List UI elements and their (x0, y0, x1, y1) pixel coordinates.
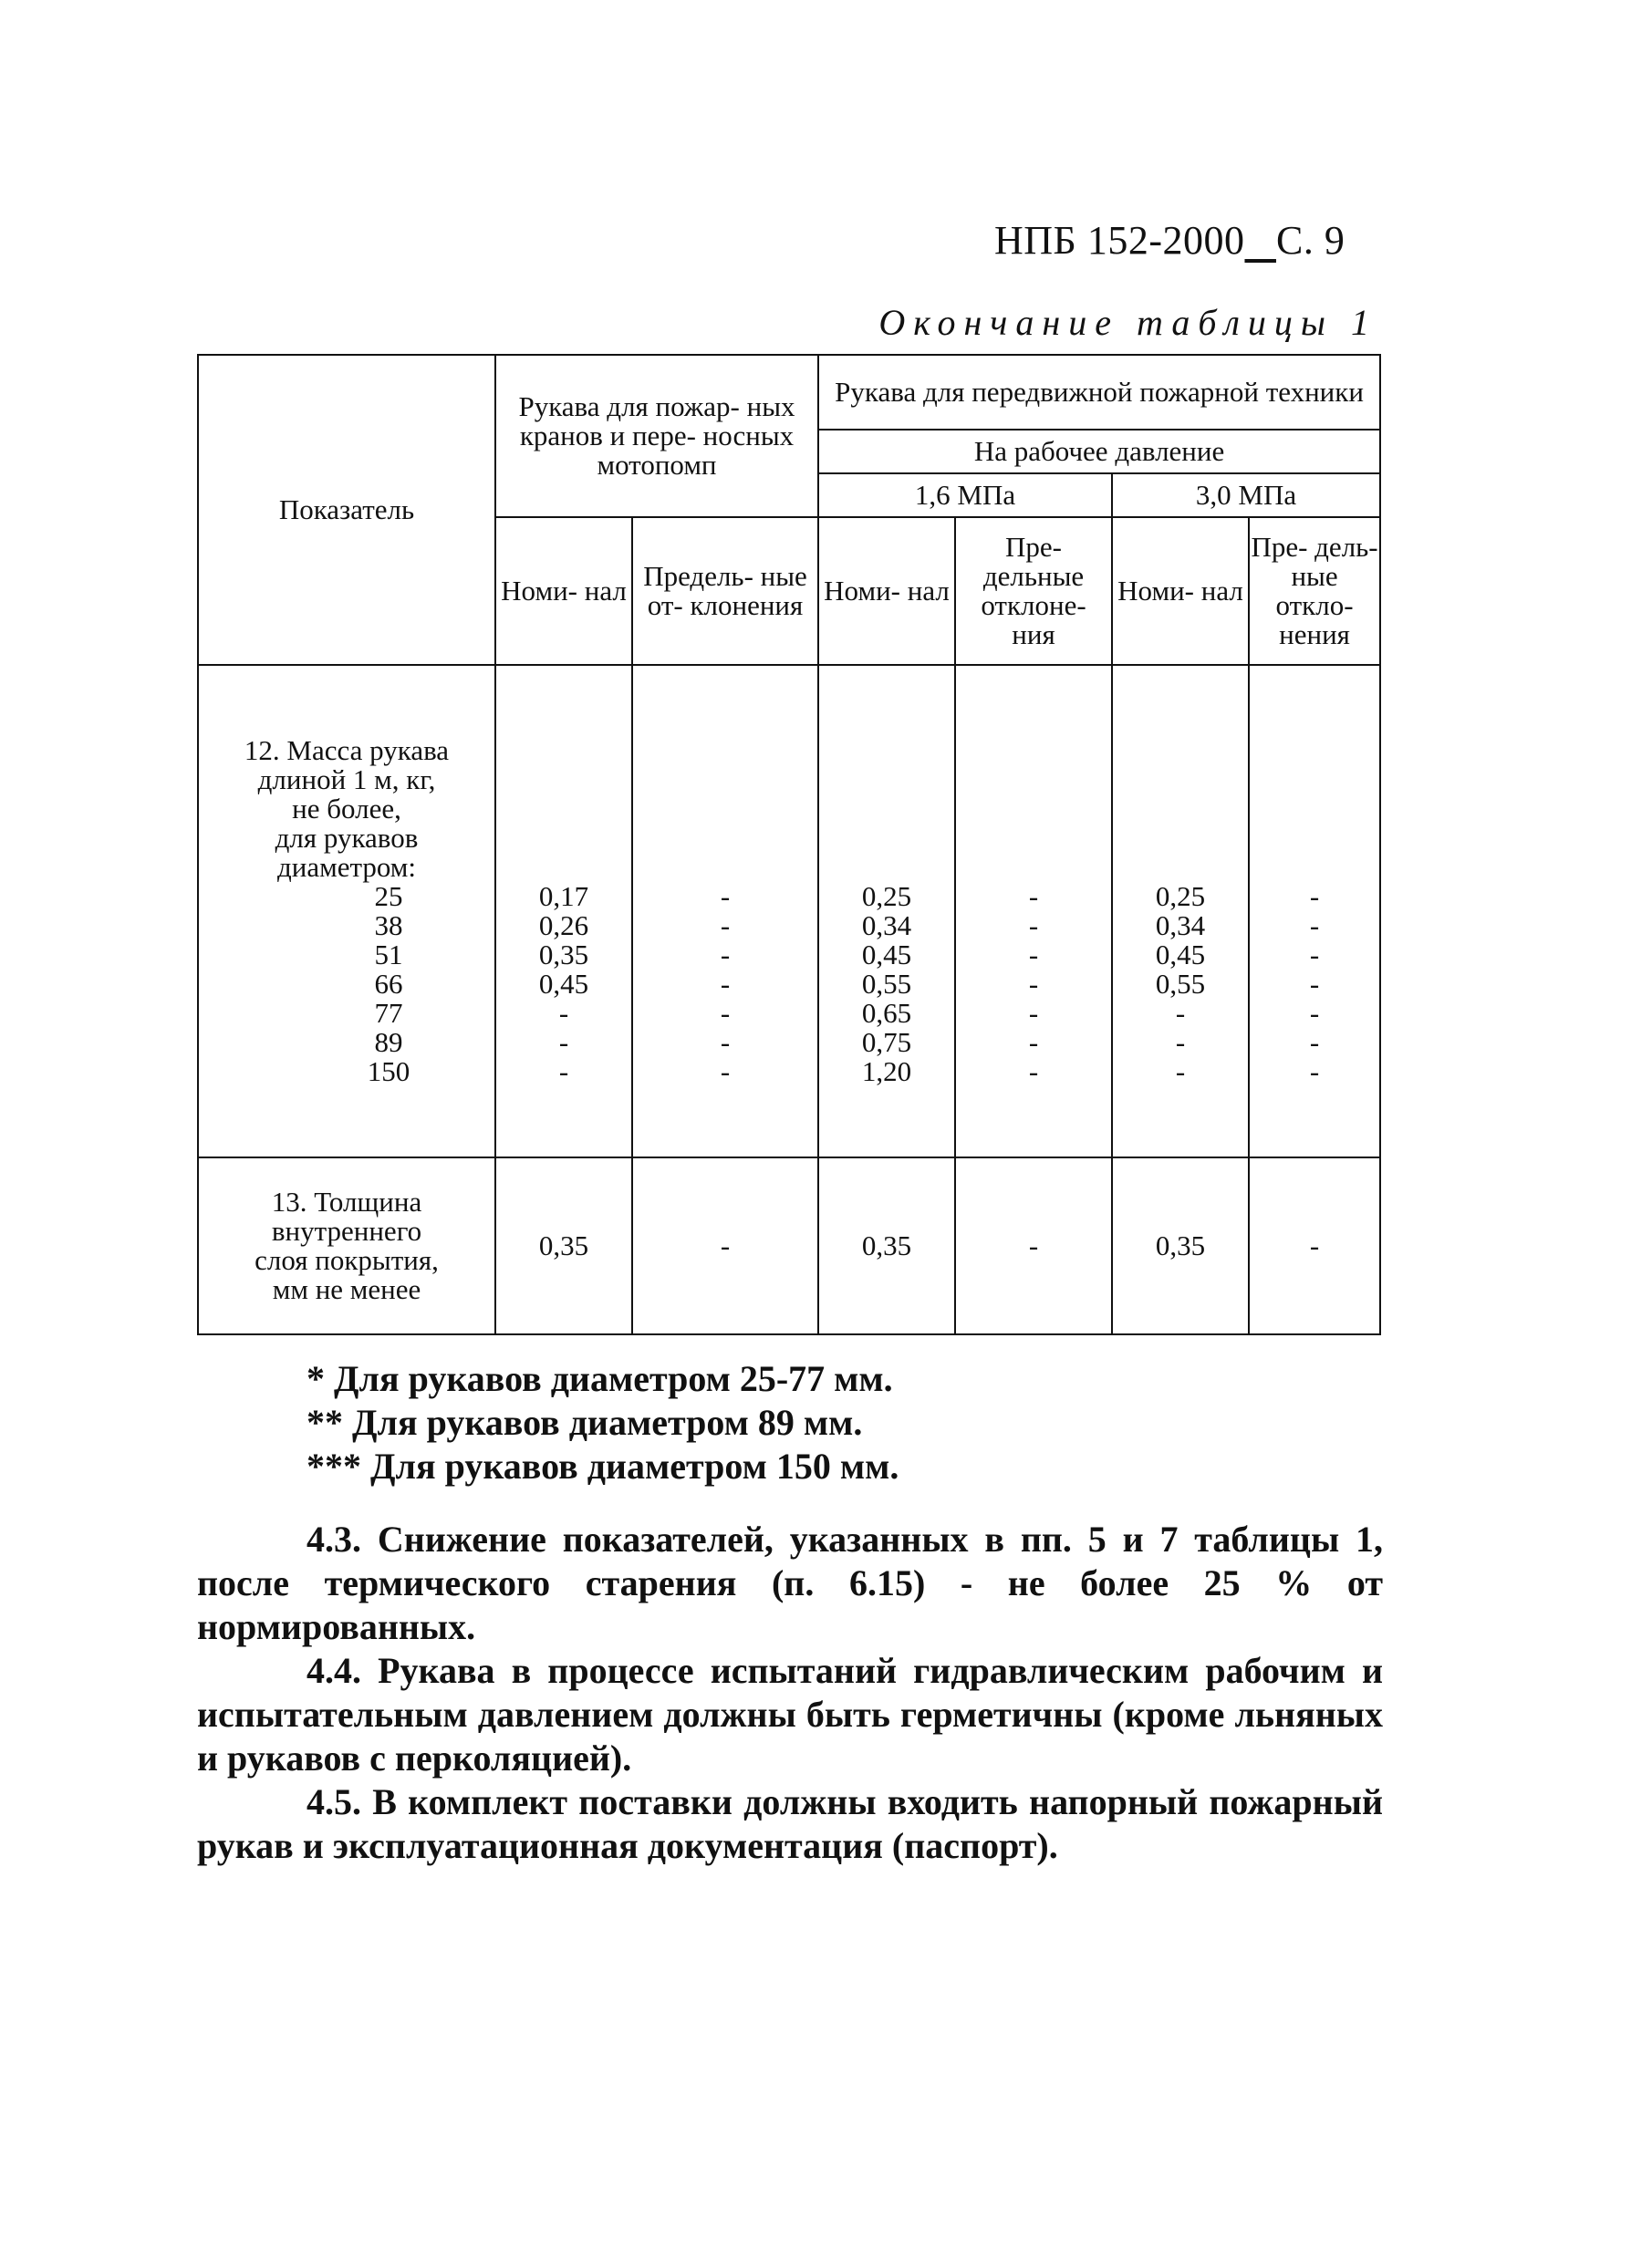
row-label-mass (198, 665, 495, 1157)
subheader-deviation: Пре- дельные отклоне- ния (955, 517, 1112, 665)
cell-value: 0,55 (861, 968, 912, 1000)
diameter-value: 66 (374, 968, 403, 1000)
cell-value: 0,35 (495, 1157, 632, 1334)
label-line: 13. Толщина (271, 1186, 422, 1218)
cell-value: - (1249, 1157, 1380, 1334)
label-line: мм не менее (272, 1273, 421, 1305)
label-line: 12. Масса рукава (244, 734, 450, 766)
cell-value: 0,45 (1155, 939, 1206, 970)
cell-value: - (1309, 968, 1320, 1000)
cell-value: 0,55 (1155, 968, 1206, 1000)
cell-value: - (720, 939, 731, 970)
mass-col-5 (1112, 665, 1249, 1157)
header-indicator: Показатель (198, 355, 495, 665)
cell-value: - (720, 1055, 731, 1087)
cell-value: - (1309, 1026, 1320, 1058)
cell-value: - (558, 1055, 569, 1087)
cell-value: - (1175, 1026, 1186, 1058)
cell-value: - (720, 1026, 731, 1058)
paragraph-4-3: 4.3. Снижение показателей, указанных в пп. 5 и 7 таблицы 1, после термического старения (п. 6.15) - не более 25 % от нормированных. (197, 1519, 1383, 1647)
cell-value: - (720, 997, 731, 1029)
cell-value: - (1028, 1055, 1039, 1087)
cell-value: 1,20 (861, 1055, 912, 1087)
cell-value: - (720, 880, 731, 912)
cell-value: 0,45 (861, 939, 912, 970)
footnote: * Для рукавов диаметром 25-77 мм. (307, 1358, 893, 1399)
cell-value: 0,25 (1155, 880, 1206, 912)
specification-table (197, 354, 1381, 1335)
cell-value: 0,17 (538, 880, 589, 912)
label-line: внутреннего (271, 1215, 422, 1247)
cell-value: - (1309, 880, 1320, 912)
table-row-thickness (198, 1157, 1380, 1334)
header-pressure-1-6: 1,6 МПа (818, 473, 1112, 517)
document-code: НПБ 152-2000 (994, 218, 1245, 263)
cell-value: - (558, 997, 569, 1029)
paragraph-4-5: 4.5. В комплект поставки должны входить напорный пожарный рукав и эксплуатационная документация (паспорт). (197, 1781, 1383, 1866)
cell-value: - (1309, 997, 1320, 1029)
subheader-deviation: Предель- ные от- клонения (632, 517, 818, 665)
cell-value: 0,45 (538, 968, 589, 1000)
header-working-pressure: На рабочее давление (818, 430, 1380, 473)
cell-value: 0,25 (861, 880, 912, 912)
cell-value: 0,34 (861, 909, 912, 941)
diameter-value: 150 (367, 1055, 410, 1087)
diameter-value: 38 (374, 909, 403, 941)
cell-value: 0,65 (861, 997, 912, 1029)
label-line: не более, (292, 793, 401, 825)
cell-value: 0,35 (818, 1157, 955, 1334)
header-hydrant-hoses: Рукава для пожар- ных кранов и пере- носных мотопомп (495, 355, 818, 517)
cell-value: - (1309, 1055, 1320, 1087)
cell-value: 0,35 (538, 939, 589, 970)
label-line: для рукавов (275, 822, 419, 854)
cell-value: - (1028, 997, 1039, 1029)
subheader-nominal: Номи- нал (818, 517, 955, 665)
cell-value: - (1175, 997, 1186, 1029)
label-line: диаметром: (276, 851, 417, 883)
page-number: С. 9 (1275, 218, 1345, 263)
cell-value: - (1028, 880, 1039, 912)
cell-value: 0,34 (1155, 909, 1206, 941)
mass-col-2 (632, 665, 818, 1157)
table-caption: Окончание таблицы 1 (878, 302, 1377, 343)
cell-value: - (1309, 939, 1320, 970)
cell-value: - (1028, 909, 1039, 941)
cell-value: - (1175, 1055, 1186, 1087)
label-line: слоя покрытия, (255, 1244, 439, 1276)
header-pressure-3-0: 3,0 МПа (1112, 473, 1380, 517)
cell-value: - (1028, 968, 1039, 1000)
cell-value: 0,26 (538, 909, 589, 941)
footnote: ** Для рукавов диаметром 89 мм. (307, 1402, 863, 1443)
paragraph-4-4: 4.4. Рукава в процессе испытаний гидравлическим рабочим и испытательным давлением должны быть герметичны (кроме льняных и рукавов с перколяцией). (197, 1650, 1383, 1779)
mass-col-3 (818, 665, 955, 1157)
cell-value: - (720, 909, 731, 941)
row-label-thickness (198, 1157, 495, 1334)
header-mobile-equipment-hoses: Рукава для передвижной пожарной техники (818, 355, 1380, 430)
subheader-deviation: Пре- дель- ные откло- нения (1249, 517, 1380, 665)
cell-value: - (632, 1157, 818, 1334)
cell-value: - (1028, 939, 1039, 970)
footnote: *** Для рукавов диаметром 150 мм. (307, 1446, 899, 1487)
diameter-value: 89 (374, 1026, 403, 1058)
cell-value: - (720, 968, 731, 1000)
table-row-mass (198, 665, 1380, 1157)
cell-value: - (1309, 909, 1320, 941)
footnotes (307, 1357, 899, 1489)
mass-col-4 (955, 665, 1112, 1157)
label-line: длиной 1 м, кг, (257, 763, 436, 795)
cell-value: 0,75 (861, 1026, 912, 1058)
mass-col-1 (495, 665, 632, 1157)
subheader-nominal: Номи- нал (495, 517, 632, 665)
diameter-value: 51 (374, 939, 403, 970)
subheader-nominal: Номи- нал (1112, 517, 1249, 665)
diameter-value: 25 (374, 880, 403, 912)
diameter-value: 77 (374, 997, 403, 1029)
cell-value: 0,35 (1112, 1157, 1249, 1334)
page-header (994, 217, 1377, 264)
cell-value: - (558, 1026, 569, 1058)
cell-value: - (955, 1157, 1112, 1334)
mass-col-6 (1249, 665, 1380, 1157)
cell-value: - (1028, 1026, 1039, 1058)
